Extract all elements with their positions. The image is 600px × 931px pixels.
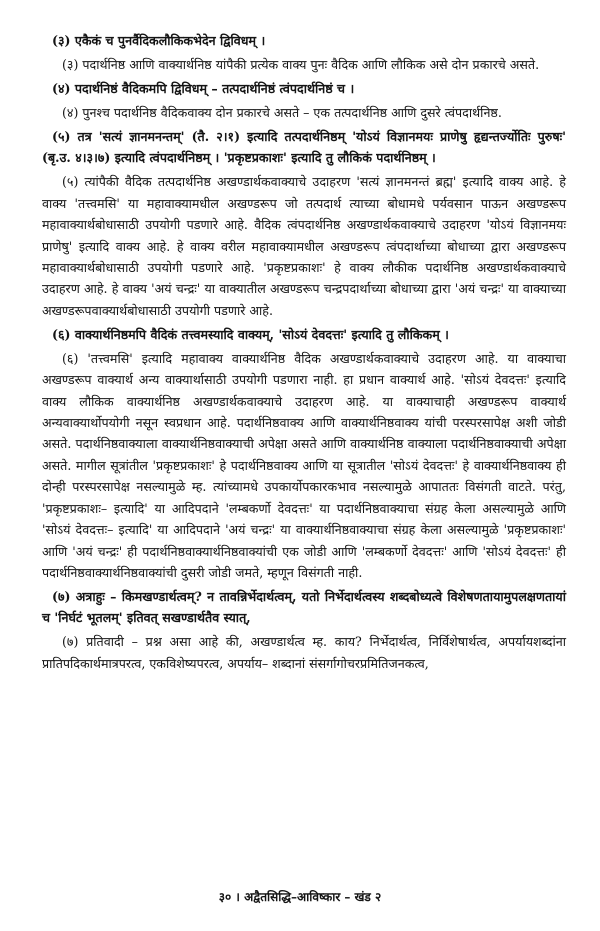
commentary-6: (६) 'तत्त्वमसि' इत्यादि महावाक्य वाक्यार्थनिष्ठ वैदिक अखण्डार्थकवाक्याचे उदाहरण आहे. या वाक्याचा अखण्डरूप वाक्यार्थ अन्य वाक्यार्थासाठी उपयोगी पडणारा नाही. हा प्रधान वाक्यार्थ आहे. 'सोऽयं देवदत्तः' इत्यादि वाक्य लौकिक वाक्यार्थनिष्ठ अखण्डार्थकवाक्याचे उदाहरण आहे. या वाक्याचाही अखण्डरूप वाक्यार्थ अन्यवाक्यार्थोपयोगी नसून स्वप्रधान आहे. पदार्थनिष्ठवाक्य आणि वाक्यार्थनिष्ठवाक्य यांची परस्परसापेक्ष अशी जोडी असते. पदार्थनिष्ठवाक्याला वाक्यार्थनिष्ठवाक्याची अपेक्षा असते आणि वाक्यार्थनिष्ठ वाक्याला पदार्थनिष्ठवाक्याची अपेक्षा असते. मागील सूत्रांतील 'प्रकृष्टप्रकाशः' हे पदार्थनिष्ठवाक्य आणि या सूत्रातील 'सोऽयं देवदत्तः' हे वाक्यार्थनिष्ठवाक्य ही दोन्ही परस्परसापेक्ष नसल्यामुळे म्ह. त्यांच्यामधे उपकार्योपकारकभाव नसल्यामुळे आपाततः विसंगती वाटते. परंतु, 'प्रकृष्टप्रकाशः– इत्यादि' या आदिपदाने 'लम्बकर्णो देवदत्तः' या पदार्थनिष्ठवाक्याचा संग्रह केला असल्यामुळे आणि 'सोऽयं देवदत्तः– इत्यादि' या आदिपदाने 'अयं चन्द्रः' या वाक्यार्थनिष्ठवाक्याचा संग्रह केला असल्यामुळे 'प्रकृष्टप्रकाशः' आणि 'अयं चन्द्रः' ही पदार्थनिष्ठवाक्यार्थनिष्ठवाक्यांची एक जोडी आणि 'लम्बकर्णो देवदत्तः' आणि 'सोऽयं देवदत्तः' ही पदार्थनिष्ठवाक्यार्थनिष्ठवाक्यांची दुसरी जोडी जमते, म्हणून विसंगती नाही. <box>42 350 566 580</box>
sutra-7: (७) अत्राहुः – किमखण्डार्थत्वम्? न तावन्निर्भेदार्थत्वम्, यतो निर्भेदार्थत्वस्य शब्दबोध्यत्वे विशेषणतायामुपलक्षणतायां च 'निर्घटं भूतलम्' इतिवत् सखण्डार्थतैव स्यात्, <box>42 588 566 626</box>
commentary-4: (४) पुनश्च पदार्थनिष्ठ वैदिकवाक्य दोन प्रकारचे असते – एक तत्पदार्थनिष्ठ आणि दुसरे त्वंपदार्थनिष्ठ. <box>62 105 502 120</box>
commentary-5: (५) त्यांपैकी वैदिक तत्पदार्थनिष्ठ अखण्डार्थकवाक्याचे उदाहरण 'सत्यं ज्ञानमनन्तं ब्रह्म' इत्यादि वाक्य आहे. हे वाक्य 'तत्त्वमसि' या महावाक्यामधील अखण्डरूप जो तत्पदार्थ त्याच्या बोधामधे पर्यवसान पाऊन अखण्डरूप महावाक्यार्थबोधासाठी उपयोगी पडणारे आहे. वैदिक त्वंपदार्थनिष्ठ अखण्डार्थकवाक्याचे उदाहरण 'योऽयं विज्ञानमयः प्राणेषु' इत्यादि वाक्य आहे. हे वाक्य वरील महावाक्यामधील अखण्डरूप त्वंपदार्थाच्या बोधाच्या द्वारा अखण्डरूप महावाक्यार्थबोधासाठी उपयोगी पडणारे आहे. 'प्रकृष्टप्रकाशः' हे वाक्य लौकीक पदार्थनिष्ठ अखण्डार्थकवाक्याचे उदाहरण आहे. हे वाक्य 'अयं चन्द्रः' या वाक्यातील अखण्डरूप चन्द्रपदार्थाच्या बोधाच्या द्वारा 'अयं चन्द्रः' या वाक्याच्या अखण्डरूपवाक्यार्थबोधासाठी उपयोगी पडणारे आहे. <box>42 174 566 318</box>
sutra-3: (३) एकैकं च पुनर्वैदिकलौकिकभेदेन द्विविधम् । <box>52 33 266 48</box>
sutra-6: (६) वाक्यार्थनिष्ठमपि वैदिकं तत्त्वमस्यादि वाक्यम्, 'सोऽयं देवदत्तः' इत्यादि तु लौकिकम् । <box>52 326 449 342</box>
page-body <box>42 30 566 677</box>
page-footer: ३० । अद्वैतसिद्धि–आविष्कार – खंड २ <box>218 890 382 904</box>
commentary-7: (७) प्रतिवादी – प्रश्न असा आहे की, अखण्डार्थत्व म्ह. काय? निर्भेदार्थत्व, निर्विशेषार्थत्व, अपर्यायशब्दांना प्रातिपदिकार्थमात्रपरत्व, एकविशेष्यपरत्व, अपर्याय– शब्दानां संसर्गागोचरप्रमितिजनकत्व, <box>42 634 566 671</box>
sutra-5: (५) तत्र 'सत्यं ज्ञानमनन्तम्' (तै. २।१) इत्यादि तत्पदार्थनिष्ठम् 'योऽयं विज्ञानमयः प्राणेषु हृद्यन्तर्ज्योतिः पुरुषः' (बृ.उ. ४।३।७) इत्यादि त्वंपदार्थनिष्ठम् । 'प्रकृष्टप्रकाशः' इत्यादि तु लौकिकं पदार्थनिष्ठम् । <box>42 129 566 166</box>
sutra-4: (४) पदार्थनिष्ठं वैदिकमपि द्विविधम् – तत्पदार्थनिष्ठं त्वंपदार्थनिष्ठं च । <box>52 81 355 96</box>
commentary-3: (३) पदार्थनिष्ठ आणि वाक्यार्थनिष्ठ यांपैकी प्रत्येक वाक्य पुनः वैदिक आणि लौकिक असे दोन प्रकारचे असते. <box>62 57 540 72</box>
